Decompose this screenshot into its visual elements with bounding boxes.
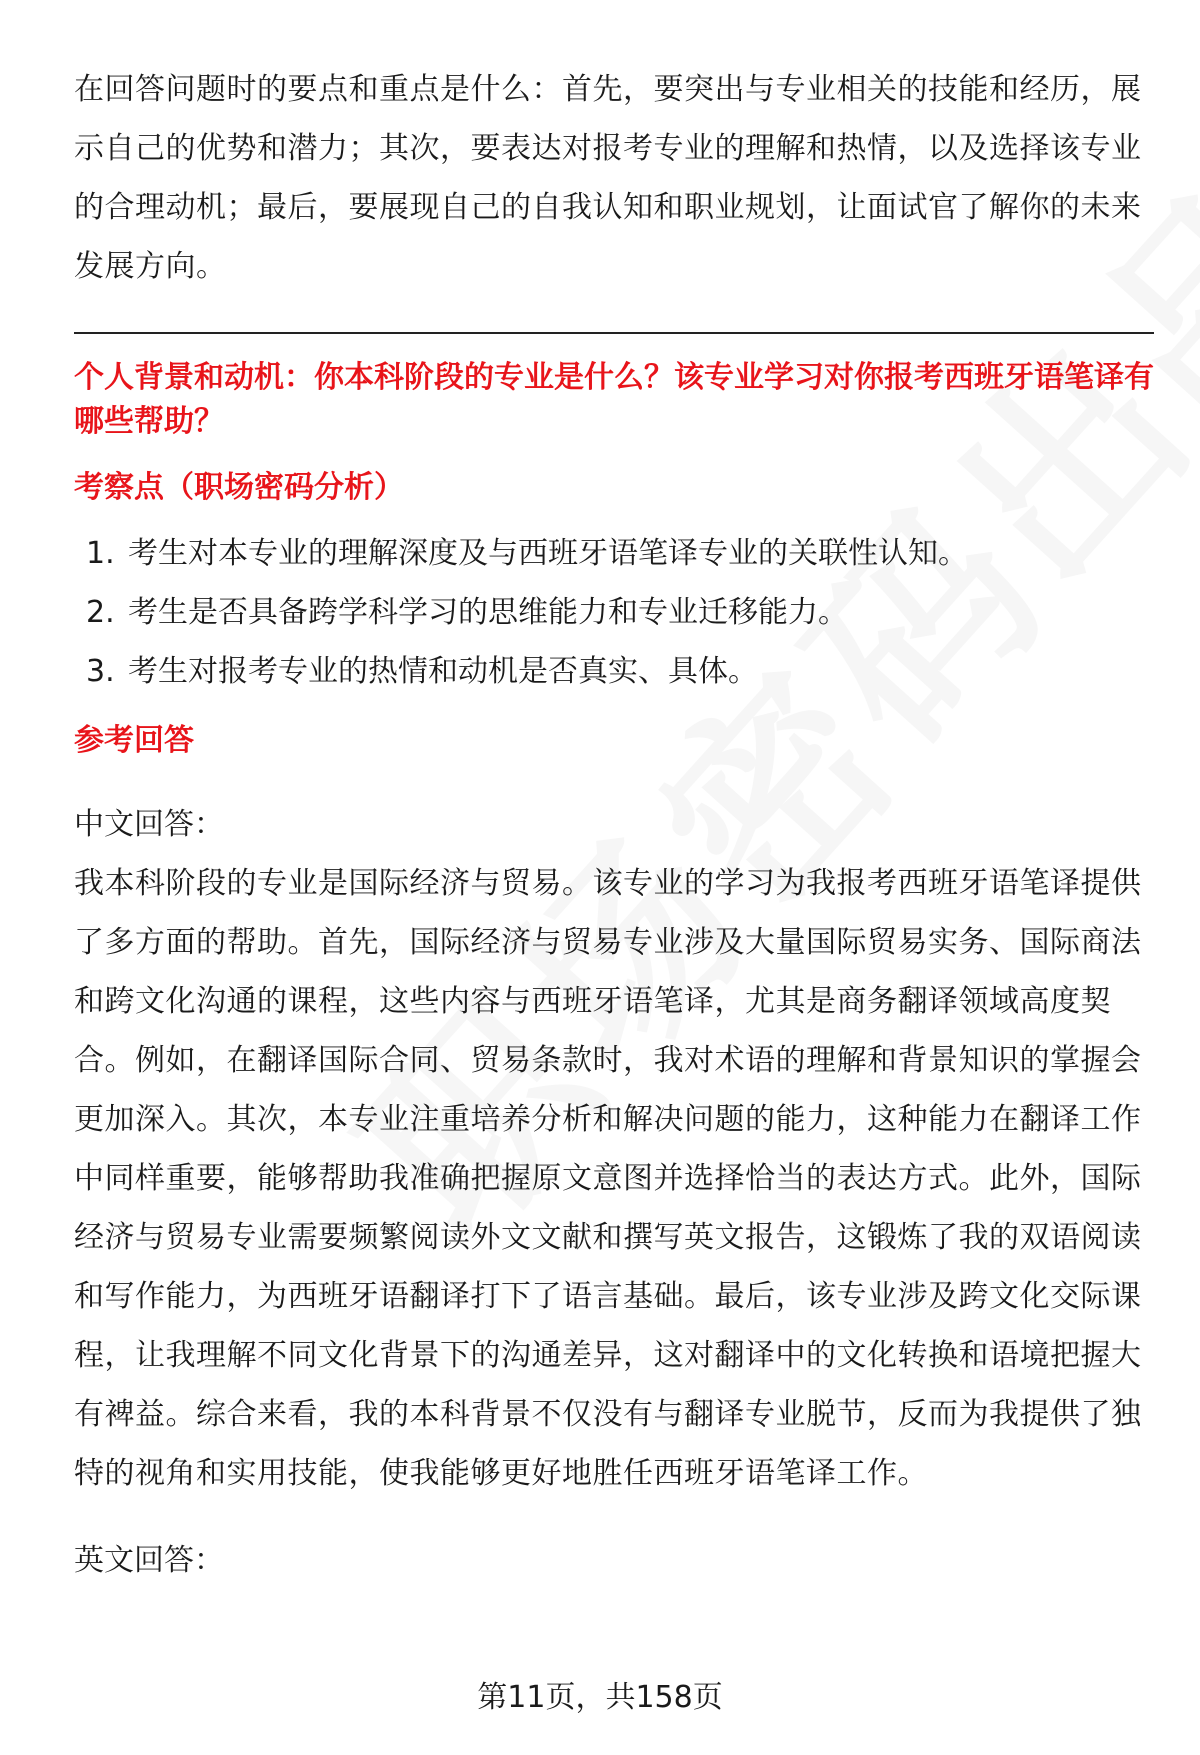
reference-answer-heading: 参考回答: [74, 723, 194, 758]
list-item: [74, 642, 1154, 701]
list-item-text: 考生是否具备跨学科学习的思维能力和专业迁移能力。: [128, 595, 848, 630]
list-item-number: 1.: [86, 536, 115, 571]
chinese-answer-text: 我本科阶段的专业是国际经济与贸易。该专业的学习为我报考西班牙语笔译提供了多方面的帮助。首先，国际经济与贸易专业涉及大量国际贸易实务、国际商法和跨文化沟通的课程，这些内容与西班牙语笔译，尤其是商务翻译领域高度契合。例如，在翻译国际合同、贸易条款时，我对术语的理解和背景知识的掌握会更加深入。其次，本专业注重培养分析和解决问题的能力，这种能力在翻译工作中同样重要，能够帮助我准确把握原文意图并选择恰当的表达方式。此外，国际经济与贸易专业需要频繁阅读外文文献和撰写英文报告，这锻炼了我的双语阅读和写作能力，为西班牙语翻译打下了语言基础。最后，该专业涉及跨文化交际课程，让我理解不同文化背景下的沟通差异，这对翻译中的文化转换和语境把握大有裨益。综合来看，我的本科背景不仅没有与翻译专业脱节，反而为我提供了独特的视角和实用技能，使我能够更好地胜任西班牙语笔译工作。: [74, 866, 1142, 1491]
list-item: [74, 583, 1154, 642]
document-page: [74, 60, 1154, 1590]
intro-paragraph: 在回答问题时的要点和重点是什么：首先，要突出与专业相关的技能和经历，展示自己的优势和潜力；其次，要表达对报考专业的理解和热情，以及选择该专业的合理动机；最后，要展现自己的自我认知和职业规划，让面试官了解你的未来发展方向。: [74, 72, 1142, 284]
list-item-text: 考生对本专业的理解深度及与西班牙语笔译专业的关联性认知。: [128, 536, 968, 571]
exam-points-heading: 考察点（职场密码分析）: [74, 470, 404, 505]
chinese-answer-label: 中文回答：: [74, 807, 224, 842]
list-item-number: 2.: [86, 595, 115, 630]
question-heading: 个人背景和动机：你本科阶段的专业是什么？该专业学习对你报考西班牙语笔译有哪些帮助？: [74, 360, 1154, 439]
exam-points-list: [74, 524, 1154, 701]
list-item-text: 考生对报考专业的热情和动机是否真实、具体。: [128, 654, 758, 689]
english-answer-label: 英文回答：: [74, 1543, 224, 1578]
section-divider: [74, 332, 1154, 334]
list-item-number: 3.: [86, 654, 115, 689]
list-item: [74, 524, 1154, 583]
page-number-footer: 第11页，共158页: [477, 1680, 723, 1715]
